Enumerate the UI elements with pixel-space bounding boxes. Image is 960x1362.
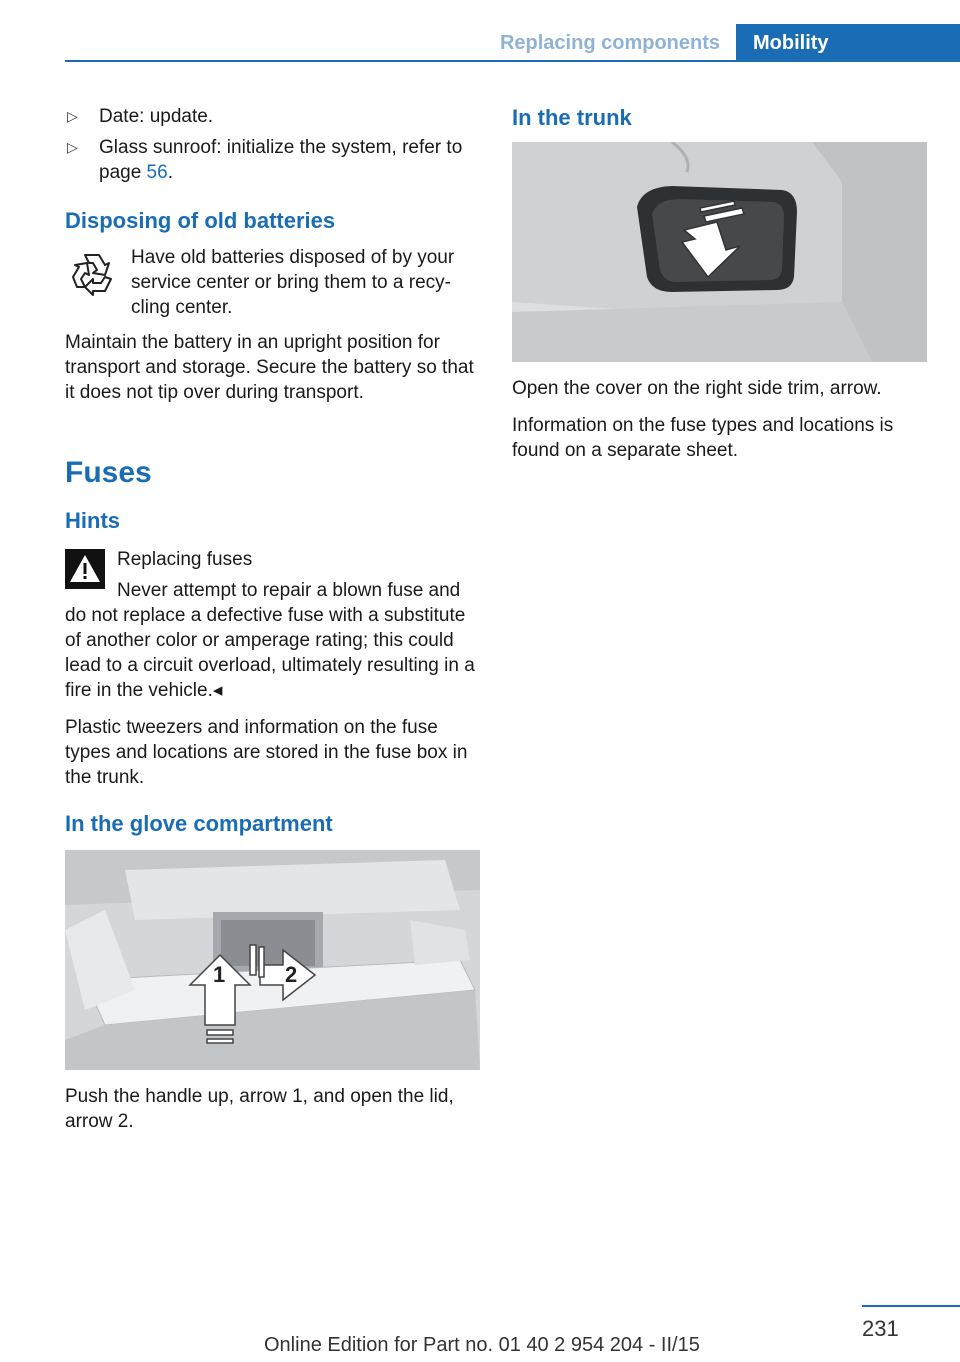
- footer-rule: [862, 1305, 960, 1307]
- recycling-note: [65, 245, 480, 320]
- bullet-triangle-icon: ▷: [67, 108, 78, 124]
- disposing-note: Have old batteries disposed of by your service center or bring them to a recycling center.: [131, 247, 455, 318]
- recycling-icon: [65, 247, 119, 308]
- glove-heading: In the glove compartment: [65, 811, 333, 836]
- trunk-caption: Open the cover on the right side trim, arrow.: [512, 378, 882, 399]
- list-item: ▷ Glass sunroof: initialize the system, refer to page 56.: [67, 137, 463, 183]
- warning-block: [65, 547, 480, 703]
- header-section-title: Replacing components: [499, 32, 720, 54]
- disposing-body: Maintain the battery in an upright position for transport and storage. Secure the battery so that it does not tip over during transport.: [65, 332, 474, 403]
- page-number: 231: [862, 1316, 899, 1341]
- figure-label-2: 2: [285, 962, 298, 987]
- trunk-info: Information on the fuse types and locations is found on a separate sheet.: [512, 415, 894, 461]
- right-column: [512, 104, 930, 475]
- header-rule: [65, 60, 960, 62]
- figure-label-1: 1: [213, 962, 226, 987]
- list-item: ▷ Date: update.: [67, 106, 214, 127]
- glove-compartment-figure: [65, 850, 480, 1070]
- bullet-triangle-icon: ▷: [67, 139, 78, 155]
- page-reference-link[interactable]: 56: [146, 162, 168, 183]
- edition-footer: Online Edition for Part no. 01 40 2 954 204 - II/15: [264, 1334, 700, 1356]
- header-chapter-tab[interactable]: Mobility: [736, 24, 960, 62]
- trunk-figure: [512, 142, 927, 362]
- warning-triangle-icon: [65, 549, 105, 589]
- left-column: [65, 104, 480, 1146]
- trunk-heading: In the trunk: [512, 105, 632, 130]
- warning-body: Never attempt to repair a blown fuse and do not replace a defective fuse with a substitute of another color or amperage rating; this could lead to a circuit overload, ultimately resulting in a fire in the vehicle.◂: [65, 580, 475, 701]
- warning-title: Replacing fuses: [117, 549, 253, 570]
- fuses-heading: Fuses: [65, 456, 152, 489]
- glove-caption: Push the handle up, arrow 1, and open the lid, arrow 2.: [65, 1086, 454, 1132]
- tweezers-text: Plastic tweezers and information on the fuse types and locations are stored in the fuse box in the trunk.: [65, 717, 468, 788]
- hints-heading: Hints: [65, 508, 120, 533]
- disposing-heading: Disposing of old batteries: [65, 208, 336, 233]
